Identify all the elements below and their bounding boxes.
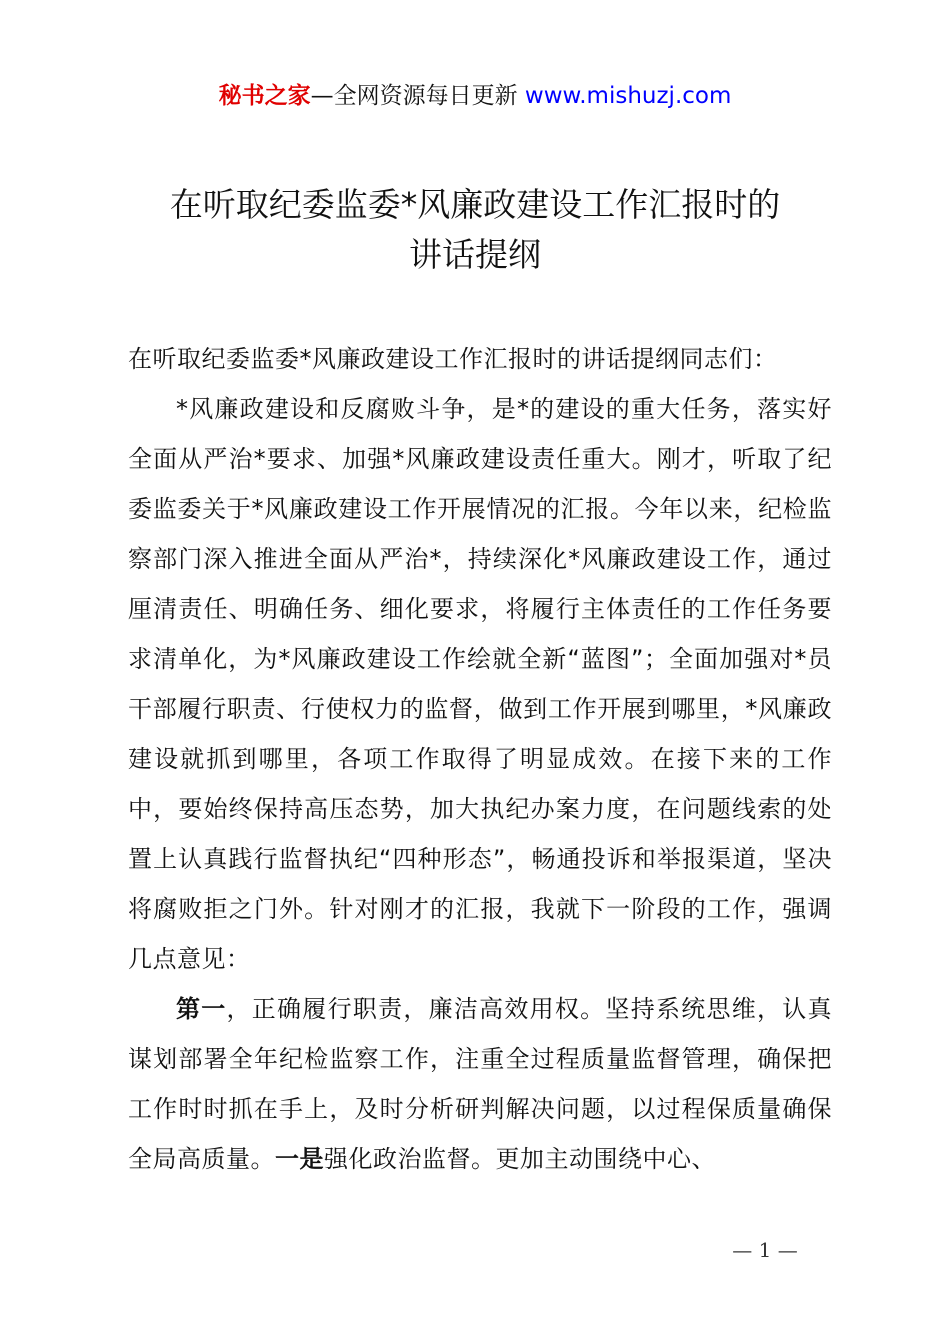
document-title <box>0 180 950 280</box>
document-body <box>128 334 832 1184</box>
document-title-line-1: 在听取纪委监委*风廉政建设工作汇报时的 <box>169 185 781 224</box>
paragraph-first-point <box>128 984 832 1184</box>
document-title-line-2: 讲话提纲 <box>409 235 541 274</box>
sub-point-lead: 一是 <box>275 1145 324 1173</box>
site-header <box>0 80 950 112</box>
paragraph-intro: *风廉政建设和反腐败斗争，是*的建设的重大任务，落实好全面从严治*要求、加强*风廉政建设责任重大。刚才，听取了纪委监委关于*风廉政建设工作开展情况的汇报。今年以来，纪检监察部门深入推进全面从严治*，持续深化*风廉政建设工作，通过厘清责任、明确任务、细化要求，将履行主体责任的工作任务要求清单化，为*风廉政建设工作绘就全新“蓝图”；全面加强对*员干部履行职责、行使权力的监督，做到工作开展到哪里，*风廉政建设就抓到哪里，各项工作取得了明显成效。在接下来的工作中，要始终保持高压态势，加大执纪办案力度，在问题线索的处置上认真践行监督执纪“四种形态”，畅通投诉和举报渠道，坚决将腐败拒之门外。针对刚才的汇报，我就下一阶段的工作，强调几点意见： <box>128 395 832 973</box>
site-url-link[interactable]: www.mishuzj.com <box>524 83 732 109</box>
first-point-text: ，正确履行职责，廉洁高效用权。坚持系统思维，认真谋划部署全年纪检监察工作，注重全过程质量监督管理，确保把工作时时抓在手上，及时分析研判解决问题，以过程保质量确保全局高质量。 <box>128 995 833 1173</box>
site-brand: 秘书之家 <box>218 83 311 109</box>
greeting-line: 在听取纪委监委*风廉政建设工作汇报时的讲话提纲同志们： <box>128 345 778 373</box>
first-point-lead: 第一 <box>176 995 227 1023</box>
page-number: — 1 — <box>732 1238 798 1262</box>
sub-point-text: 强化政治监督。更加主动围绕中心、 <box>324 1145 716 1173</box>
site-tagline: —全网资源每日更新 <box>310 83 518 109</box>
